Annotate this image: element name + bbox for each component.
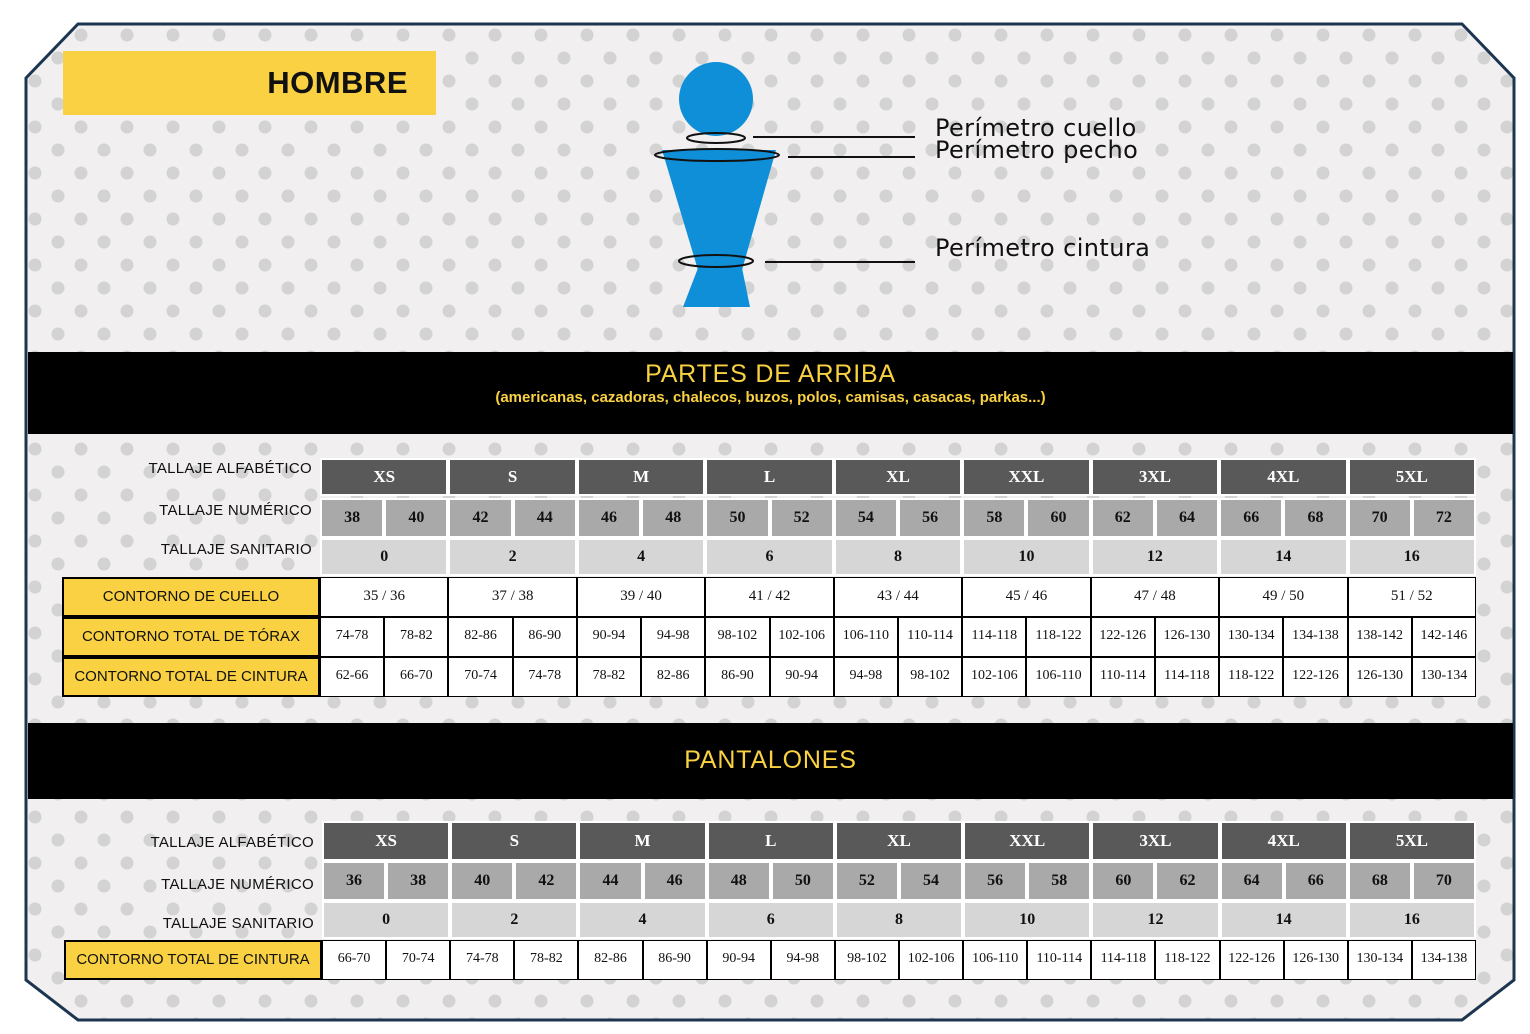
numeric-size-cell: 62 [1155,861,1219,901]
sanitary-size-cell: 8 [834,538,962,576]
measure-value-cell: 106-110 [963,940,1027,980]
measure-value-cell: 130-134 [1412,657,1476,697]
measure-value-cell: 126-130 [1348,657,1412,697]
numeric-size-cell: 68 [1348,861,1412,901]
measure-value-cell: 74-78 [450,940,514,980]
numeric-size-cell: 68 [1283,498,1347,538]
alpha-size-cell: XXL [962,458,1090,496]
measure-value-cell: 74-78 [513,657,577,697]
body-figure-icon [640,55,940,315]
measure-value-cell: 110-114 [1091,657,1155,697]
measure-row-label: CONTORNO DE CUELLO [62,577,320,617]
numeric-size-cell: 46 [643,861,707,901]
sanitary-size-cell: 6 [705,538,833,576]
measure-value-cell: 126-130 [1284,940,1348,980]
alpha-size-cell: 3XL [1091,821,1219,861]
alpha-size-cell: L [705,458,833,496]
row-label: TALLAJE SANITARIO [160,541,312,558]
measure-value-cell: 94-98 [834,657,898,697]
measure-value-cell: 35 / 36 [320,577,448,617]
measure-value-cell: 134-138 [1283,617,1347,657]
numeric-size-cell: 50 [771,861,835,901]
numeric-size-cell: 40 [450,861,514,901]
row-label: TALLAJE NUMÉRICO [161,876,314,893]
sanitary-size-cell: 2 [448,538,576,576]
label-chest-perimeter: Perímetro pecho [935,136,1139,164]
measure-value-cell: 118-122 [1026,617,1090,657]
measure-value-cell: 62-66 [320,657,384,697]
measure-value-cell: 106-110 [834,617,898,657]
sanitary-size-cell: 12 [1091,538,1219,576]
measure-value-cell: 45 / 46 [962,577,1090,617]
alpha-size-cell: M [577,458,705,496]
numeric-size-cell: 70 [1348,498,1412,538]
row-label: TALLAJE ALFABÉTICO [148,460,312,477]
alpha-size-cell: XL [835,821,963,861]
section-title-pants: PANTALONES [684,746,857,774]
measure-row-label: CONTORNO TOTAL DE TÓRAX [62,617,320,657]
measure-value-cell: 98-102 [898,657,962,697]
alpha-size-cell: 4XL [1219,458,1347,496]
measure-value-cell: 94-98 [641,617,705,657]
alpha-size-cell: XXL [963,821,1091,861]
alpha-size-cell: 4XL [1220,821,1348,861]
numeric-size-cell: 52 [835,861,899,901]
measure-value-cell: 94-98 [771,940,835,980]
measure-value-cell: 78-82 [384,617,448,657]
numeric-size-cell: 48 [707,861,771,901]
alpha-size-cell: S [448,458,576,496]
sanitary-size-cell: 14 [1220,901,1348,939]
measure-value-cell: 114-118 [1155,657,1219,697]
measure-value-cell: 102-106 [899,940,963,980]
numeric-size-cell: 36 [322,861,386,901]
measure-value-cell: 110-114 [898,617,962,657]
numeric-size-cell: 66 [1284,861,1348,901]
measure-row-label: CONTORNO TOTAL DE CINTURA [64,940,322,980]
alpha-size-cell: XS [320,458,448,496]
label-neck-perimeter: Perímetro cuello [935,114,1137,142]
measure-row-label: CONTORNO TOTAL DE CINTURA [62,657,320,697]
sanitary-size-cell: 8 [835,901,963,939]
alpha-size-cell: 3XL [1091,458,1219,496]
numeric-size-cell: 44 [513,498,577,538]
numeric-size-cell: 66 [1219,498,1283,538]
measure-value-cell: 118-122 [1155,940,1219,980]
sanitary-size-cell: 2 [450,901,578,939]
alpha-size-cell: S [450,821,578,861]
measure-value-cell: 86-90 [643,940,707,980]
measure-value-cell: 114-118 [1091,940,1155,980]
measure-value-cell: 134-138 [1412,940,1476,980]
sanitary-size-cell: 10 [963,901,1091,939]
measure-value-cell: 39 / 40 [577,577,705,617]
measure-value-cell: 102-106 [962,657,1026,697]
sanitary-size-cell: 10 [962,538,1090,576]
sanitary-size-cell: 16 [1348,538,1476,576]
measure-value-cell: 138-142 [1348,617,1412,657]
measure-value-cell: 82-86 [448,617,512,657]
numeric-size-cell: 70 [1412,861,1476,901]
section-title-tops: PARTES DE ARRIBA [645,360,896,388]
numeric-size-cell: 56 [898,498,962,538]
measure-value-cell: 122-126 [1220,940,1284,980]
row-label: TALLAJE ALFABÉTICO [150,834,314,851]
measure-value-cell: 66-70 [322,940,386,980]
measure-value-cell: 78-82 [514,940,578,980]
sanitary-size-cell: 4 [578,901,706,939]
measure-value-cell: 98-102 [835,940,899,980]
measure-value-cell: 98-102 [705,617,769,657]
measure-value-cell: 86-90 [513,617,577,657]
measure-value-cell: 70-74 [448,657,512,697]
sanitary-size-cell: 0 [322,901,450,939]
measure-value-cell: 43 / 44 [834,577,962,617]
sanitary-size-cell: 14 [1219,538,1347,576]
numeric-size-cell: 54 [834,498,898,538]
numeric-size-cell: 64 [1155,498,1219,538]
numeric-size-cell: 42 [514,861,578,901]
numeric-size-cell: 46 [577,498,641,538]
sanitary-size-cell: 16 [1348,901,1476,939]
measure-value-cell: 102-106 [770,617,834,657]
sanitary-size-cell: 12 [1091,901,1219,939]
measure-value-cell: 106-110 [1026,657,1090,697]
section-band-tops [28,352,1513,434]
numeric-size-cell: 38 [386,861,450,901]
measure-value-cell: 90-94 [707,940,771,980]
measure-value-cell: 78-82 [577,657,641,697]
measure-value-cell: 114-118 [962,617,1026,657]
measure-value-cell: 82-86 [641,657,705,697]
measure-value-cell: 142-146 [1412,617,1476,657]
measure-value-cell: 37 / 38 [448,577,576,617]
alpha-size-cell: 5XL [1348,458,1476,496]
gender-title-box [63,51,436,115]
measure-value-cell: 122-126 [1283,657,1347,697]
numeric-size-cell: 58 [1027,861,1091,901]
measure-value-cell: 47 / 48 [1091,577,1219,617]
numeric-size-cell: 42 [448,498,512,538]
measure-value-cell: 82-86 [578,940,642,980]
measure-value-cell: 122-126 [1091,617,1155,657]
numeric-size-cell: 50 [705,498,769,538]
label-waist-perimeter: Perímetro cintura [935,234,1151,262]
numeric-size-cell: 48 [641,498,705,538]
section-subtitle-tops: (americanas, cazadoras, chalecos, buzos, polos, camisas, casacas, parkas...) [495,389,1046,406]
numeric-size-cell: 62 [1091,498,1155,538]
alpha-size-cell: M [578,821,706,861]
measure-value-cell: 86-90 [705,657,769,697]
measure-value-cell: 74-78 [320,617,384,657]
measure-value-cell: 90-94 [577,617,641,657]
numeric-size-cell: 38 [320,498,384,538]
numeric-size-cell: 60 [1026,498,1090,538]
alpha-size-cell: XL [834,458,962,496]
measure-value-cell: 90-94 [770,657,834,697]
measure-value-cell: 66-70 [384,657,448,697]
numeric-size-cell: 72 [1412,498,1476,538]
measure-value-cell: 41 / 42 [705,577,833,617]
numeric-size-cell: 58 [962,498,1026,538]
measure-value-cell: 51 / 52 [1348,577,1476,617]
alpha-size-cell: XS [322,821,450,861]
measure-value-cell: 130-134 [1219,617,1283,657]
numeric-size-cell: 52 [770,498,834,538]
numeric-size-cell: 40 [384,498,448,538]
numeric-size-cell: 44 [578,861,642,901]
alpha-size-cell: L [707,821,835,861]
measure-value-cell: 70-74 [386,940,450,980]
measure-value-cell: 118-122 [1219,657,1283,697]
sanitary-size-cell: 4 [577,538,705,576]
measure-value-cell: 110-114 [1027,940,1091,980]
sanitary-size-cell: 0 [320,538,448,576]
numeric-size-cell: 64 [1220,861,1284,901]
measure-value-cell: 49 / 50 [1219,577,1347,617]
sanitary-size-cell: 6 [707,901,835,939]
numeric-size-cell: 56 [963,861,1027,901]
row-label: TALLAJE SANITARIO [162,915,314,932]
section-band-pants [28,723,1513,799]
numeric-size-cell: 54 [899,861,963,901]
measure-value-cell: 126-130 [1155,617,1219,657]
alpha-size-cell: 5XL [1348,821,1476,861]
gender-title: HOMBRE [267,65,408,100]
row-label: TALLAJE NUMÉRICO [159,502,312,519]
numeric-size-cell: 60 [1091,861,1155,901]
measure-value-cell: 130-134 [1348,940,1412,980]
